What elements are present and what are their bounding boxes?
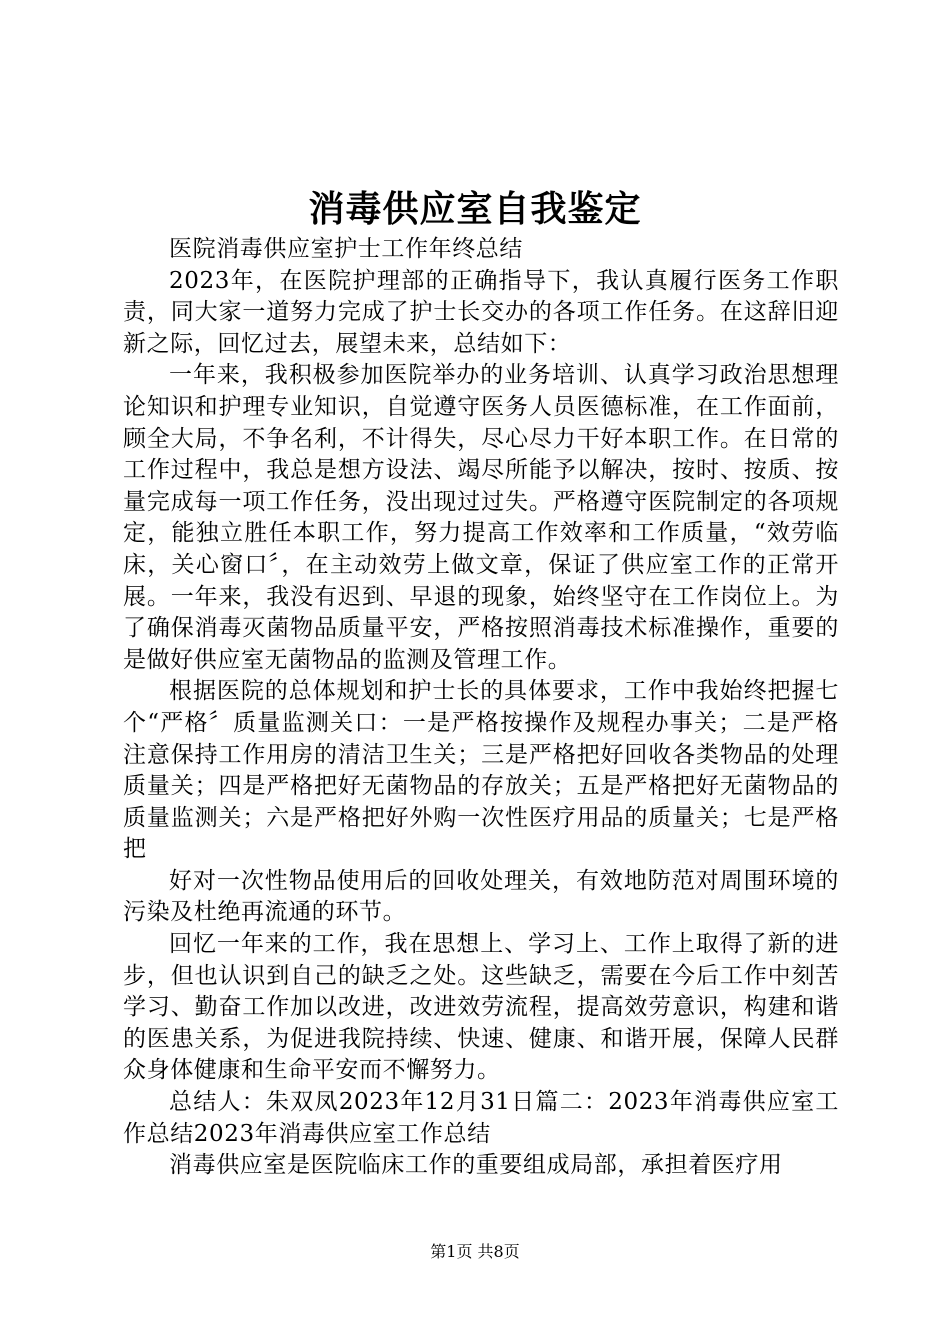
work-summary-paragraph: 一年来，我积极参加医院举办的业务培训、认真学习政治思想理论知识和护理专业知识，自觉遵守医务人员医德标准，在工作面前，顾全大局，不争名利，不计得失，尽心尽力干好本职工作。在日常的工作过程中，我总是想方设法、竭尽所能予以解决，按时、按质、按量完成每一项工作任务，没出现过过失。严格遵守医院制定的各项规定，能独立胜任本职工作，努力提高工作效率和工作质量，“效劳临床，关心窗口〞，在主动效劳上做文章，保证了供应室工作的正常开展。一年来，我没有迟到、早退的现象，始终坚守在工作岗位上。为了确保消毒灭菌物品质量平安，严格按照消毒技术标准操作，重要的是做好供应室无菌物品的监测及管理工作。 bbox=[123, 362, 839, 673]
page-number: 第1页 共8页 bbox=[430, 1242, 520, 1261]
subtitle-paragraph: 医院消毒供应室护士工作年终总结 bbox=[169, 236, 523, 262]
signature-paragraph: 总结人：朱双凤2023年12月31日篇二：2023年消毒供应室工作总结2023年消毒供应室工作总结 bbox=[123, 1089, 839, 1147]
intro-paragraph: 2023年，在医院护理部的正确指导下，我认真履行医务工作职责，同大家一道努力完成了护士长交办的各项工作任务。在这辞旧迎新之际，回忆过去，展望未来，总结如下： bbox=[123, 267, 839, 357]
quality-control-paragraph: 根据医院的总体规划和护士长的具体要求，工作中我始终把握七个“严格〞质量监测关口：一是严格按操作及规程办事关；二是严格注意保持工作用房的清洁卫生关；三是严格把好回收各类物品的处理质量关；四是严格把好无菌物品的存放关；五是严格把好无菌物品的质量监测关；六是严格把好外购一次性医疗用品的质量关；七是严格把 bbox=[123, 678, 839, 863]
disposal-paragraph: 好对一次性物品使用后的回收处理关，有效地防范对周围环境的污染及杜绝再流通的环节。 bbox=[123, 867, 839, 926]
reflection-paragraph: 回忆一年来的工作，我在思想上、学习上、工作上取得了新的进步，但也认识到自己的缺乏之处。这些缺乏，需要在今后工作中刻苦学习、勤奋工作加以改进，改进效劳流程，提高效劳意识，构建和谐的医患关系，为促进我院持续、快速、健康、和谐开展，保障人民群众身体健康和生命平安而不懈努力。 bbox=[123, 931, 839, 1084]
document-body bbox=[123, 234, 839, 1182]
next-article-paragraph: 消毒供应室是医院临床工作的重要组成局部，承担着医疗用 bbox=[169, 1152, 783, 1179]
page-title: 消毒供应室自我鉴定 bbox=[308, 188, 642, 230]
